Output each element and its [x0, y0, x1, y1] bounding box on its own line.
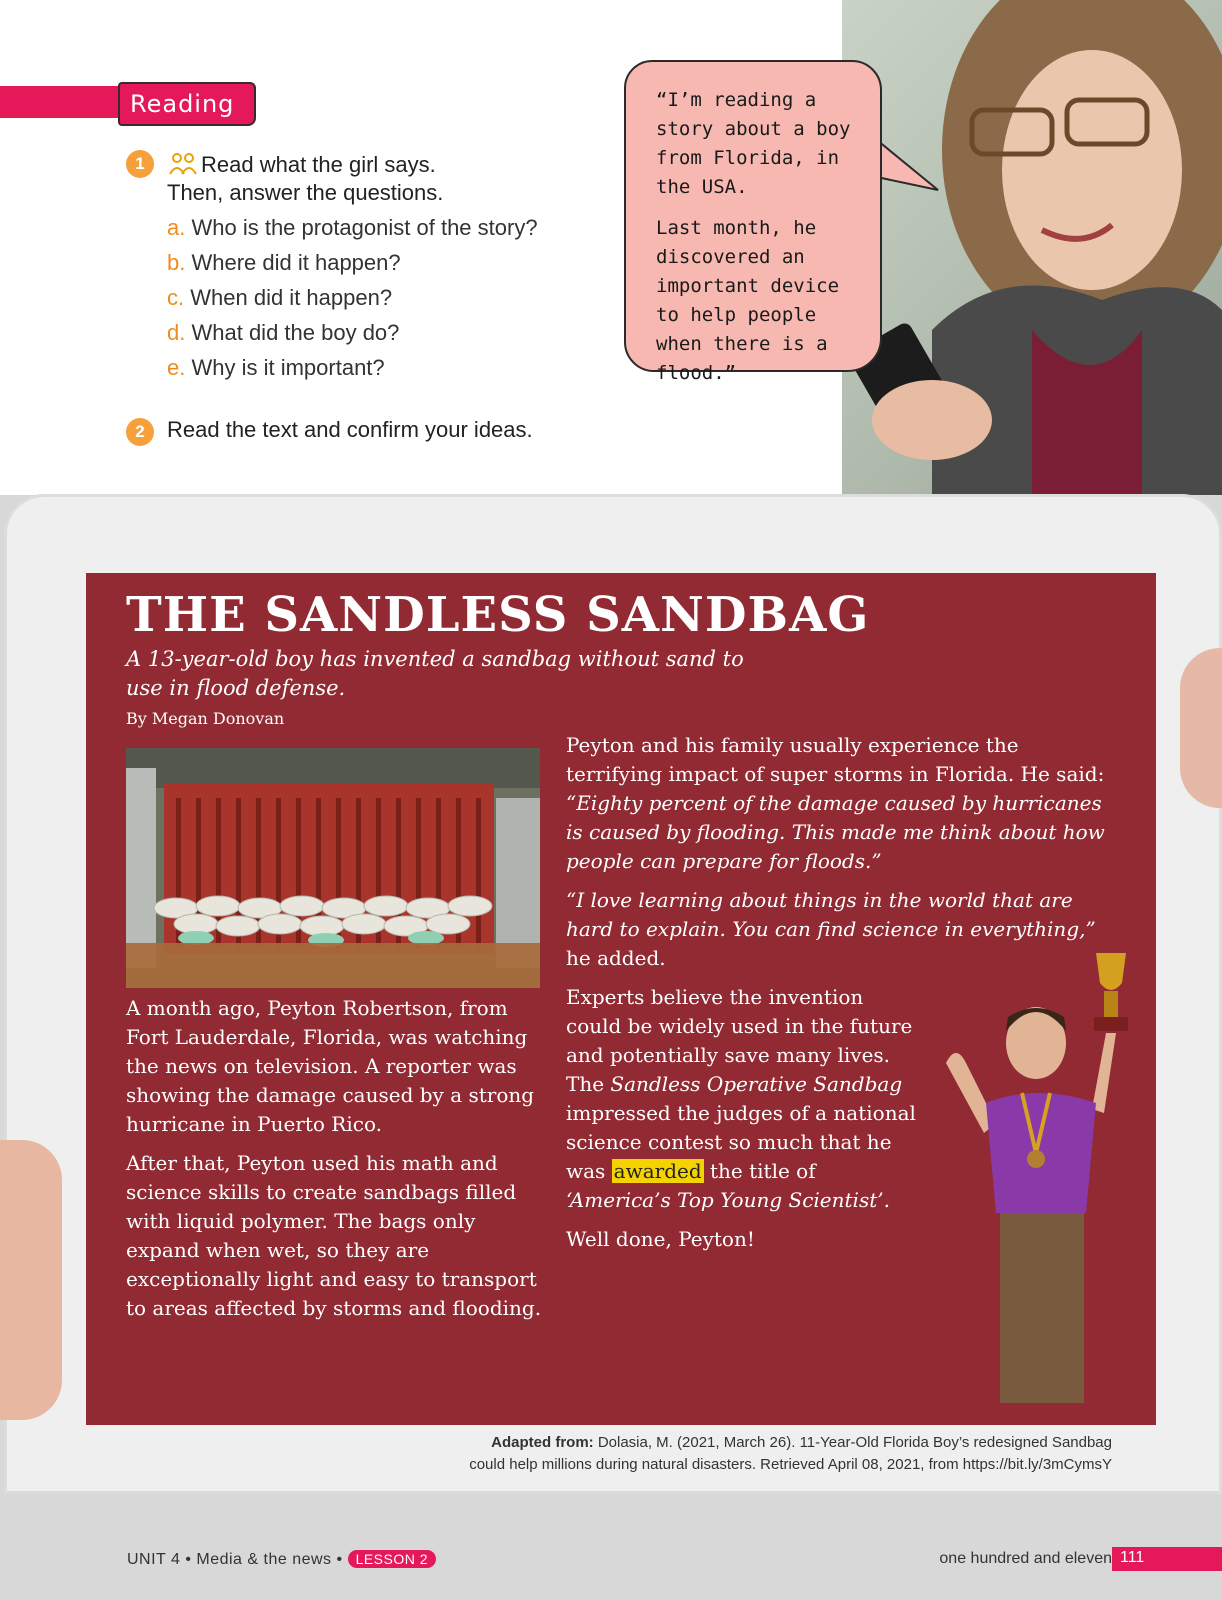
girl-photo	[842, 0, 1222, 500]
article-paragraph: Peyton and his family usually experience the terrifying impact of super storms in Florida. He said: “Eighty percent of the damage caused by hurricanes is caused by flooding. This made me think about how people can prepare for floods.”	[566, 733, 1105, 873]
speech-bubble-p1: “I’m reading a story about a boy from Florida, in the USA.	[656, 89, 851, 198]
question-a: a. Who is the protagonist of the story?	[167, 215, 538, 240]
question-c: c. When did it happen?	[167, 285, 393, 310]
article-paragraph: Experts believe the invention could be widely used in the future and potentially save many lives. The Sandless Operative Sandbag impressed the judges of a national science contest so much that he was awarded the title of ‘America’s Top Young Scientist’.	[566, 985, 916, 1212]
footer-page-words: one hundred and eleven	[939, 1550, 1112, 1567]
article-panel	[86, 573, 1156, 1425]
activity1-instruction-line1: Read what the girl says.	[201, 152, 436, 177]
article-paragraph: After that, Peyton used his math and science skills to create sandbags filled with liquid polymer. The bags only expand when wet, so they are exceptionally light and easy to transport to areas affected by storms and flooding.	[126, 1151, 542, 1320]
page-number: 111	[1112, 1547, 1222, 1571]
activity2-instruction: Read the text and confirm your ideas.	[167, 417, 533, 442]
boy-trophy-photo	[926, 913, 1146, 1413]
activity-number-badge: 2	[126, 418, 154, 446]
article-title: THE SANDLESS SANDBAG	[126, 587, 870, 643]
activity-number-badge: 1	[126, 150, 154, 178]
question-e: e. Why is it important?	[167, 355, 385, 380]
question-d: d. What did the boy do?	[167, 320, 400, 345]
reading-header-bar	[0, 86, 130, 118]
activity1-instruction-line2: Then, answer the questions.	[167, 180, 444, 205]
pair-work-icon	[168, 152, 198, 176]
flood-sandbags-photo	[126, 748, 540, 988]
article-paragraph: “I love learning about things in the world that are hard to explain. You can find science in everything,” he added.	[566, 888, 1096, 970]
footer-unit: UNIT 4 • Media & the news • LESSON 2	[127, 1550, 436, 1569]
hand-left	[0, 1140, 62, 1420]
hand-right	[1180, 648, 1222, 808]
lesson-badge: LESSON 2	[348, 1550, 436, 1568]
speech-bubble	[624, 60, 882, 384]
article-paragraph: A month ago, Peyton Robertson, from Fort Lauderdale, Florida, was watching the news on television. A reporter was showing the damage caused by a strong hurricane in Puerto Rico.	[126, 996, 535, 1136]
source-credit: Adapted from: Dolasia, M. (2021, March 26). 11-Year-Old Florida Boy’s redesigned Sandbag could help millions during natural disasters. Retrieved April 08, 2021, from https://bit.ly/3mCymsY	[469, 1434, 1112, 1473]
article-byline: By Megan Donovan	[126, 709, 285, 728]
article-paragraph: Well done, Peyton!	[566, 1227, 755, 1251]
article-left-column	[126, 994, 546, 1333]
highlighted-word: awarded	[613, 1159, 702, 1183]
section-label: Reading	[118, 82, 256, 126]
article-subtitle: A 13-year-old boy has invented a sandbag without sand to use in flood defense.	[126, 647, 744, 700]
speech-bubble-tail	[872, 128, 942, 198]
speech-bubble-p2: Last month, he discovered an important device to help people when there is a flood.”	[656, 217, 840, 384]
question-b: b. Where did it happen?	[167, 250, 401, 275]
